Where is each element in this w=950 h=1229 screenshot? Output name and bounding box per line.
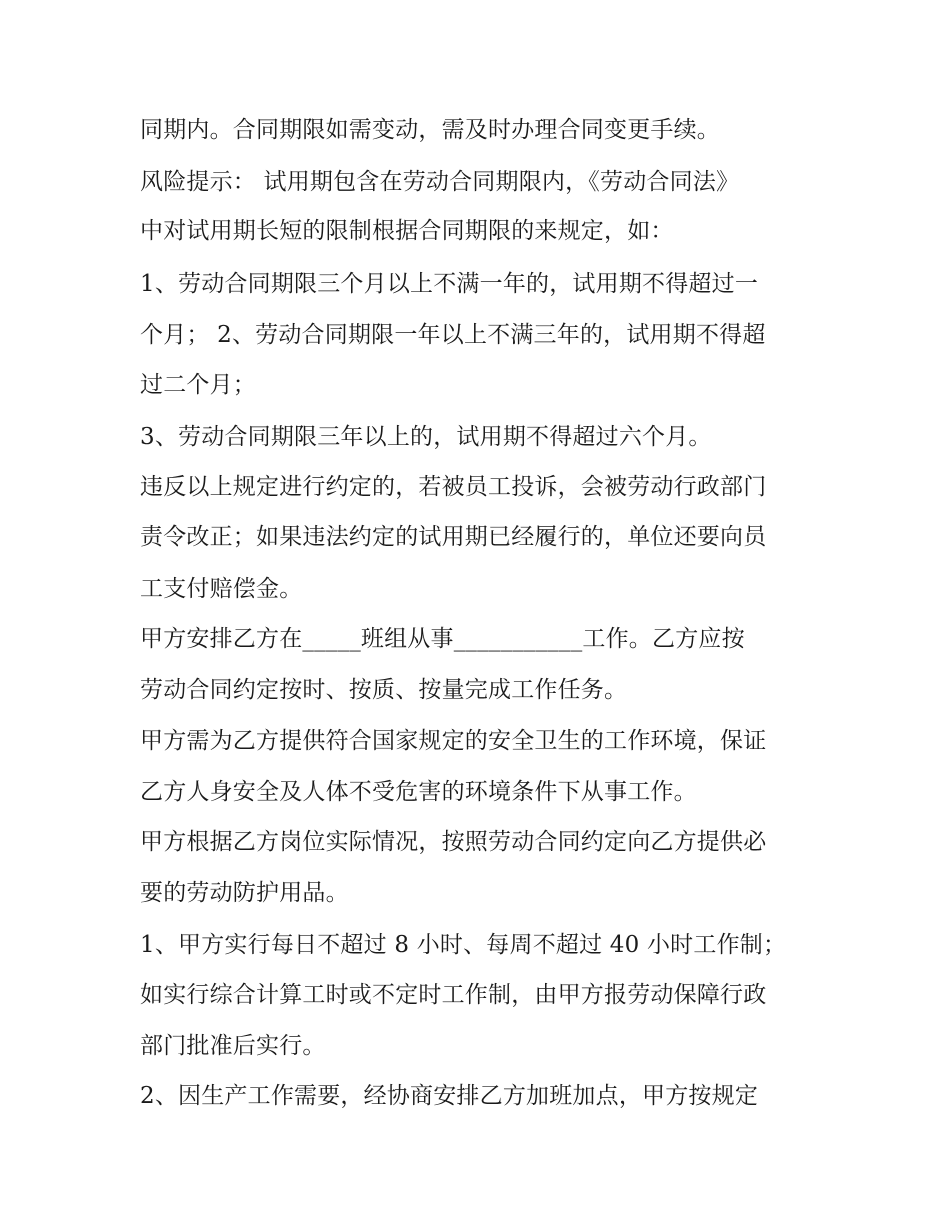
text-line: 1、劳动合同期限三个月以上不满一年的，试用期不得超过一	[140, 271, 759, 297]
text-line: 甲方根据乙方岗位实际情况，按照劳动合同约定向乙方提供必	[140, 829, 767, 855]
text-line: 劳动合同约定按时、按质、按量完成工作任务。	[140, 677, 628, 703]
text-line: 甲方安排乙方在_____班组从事___________工作。乙方应按	[140, 626, 745, 652]
text-line: 2、因生产工作需要，经协商安排乙方加班加点，甲方按规定	[140, 1083, 759, 1109]
text-line: 3、劳动合同期限三年以上的，试用期不得超过六个月。	[140, 424, 712, 450]
text-line: 如实行综合计算工时或不定时工作制，由甲方报劳动保障行政	[140, 982, 767, 1008]
text-line: 违反以上规定进行约定的，若被员工投诉，会被劳动行政部门	[140, 474, 767, 500]
text-line: 工支付赔偿金。	[140, 576, 303, 602]
text-line: 个月； 2、劳动合同期限一年以上不满三年的，试用期不得超	[140, 322, 766, 348]
text-line: 要的劳动防护用品。	[140, 880, 349, 906]
text-line: 风险提示： 试用期包含在劳动合同期限内，《劳动合同法》	[140, 169, 740, 195]
text-line: 部门批准后实行。	[140, 1033, 326, 1059]
text-line: 同期内。合同期限如需变动，需及时办理合同变更手续。	[140, 117, 720, 143]
text-line: 甲方需为乙方提供符合国家规定的安全卫生的工作环境，保证	[140, 728, 767, 754]
text-line: 乙方人身安全及人体不受危害的环境条件下从事工作。	[140, 779, 697, 805]
text-line: 1、甲方实行每日不超过 8 小时、每周不超过 40 小时工作制；	[140, 932, 787, 958]
text-line: 责令改正；如果违法约定的试用期已经履行的，单位还要向员	[140, 524, 767, 550]
text-line: 过二个月；	[140, 372, 256, 398]
text-line: 中对试用期长短的限制根据合同期限的来规定，如：	[140, 218, 674, 244]
